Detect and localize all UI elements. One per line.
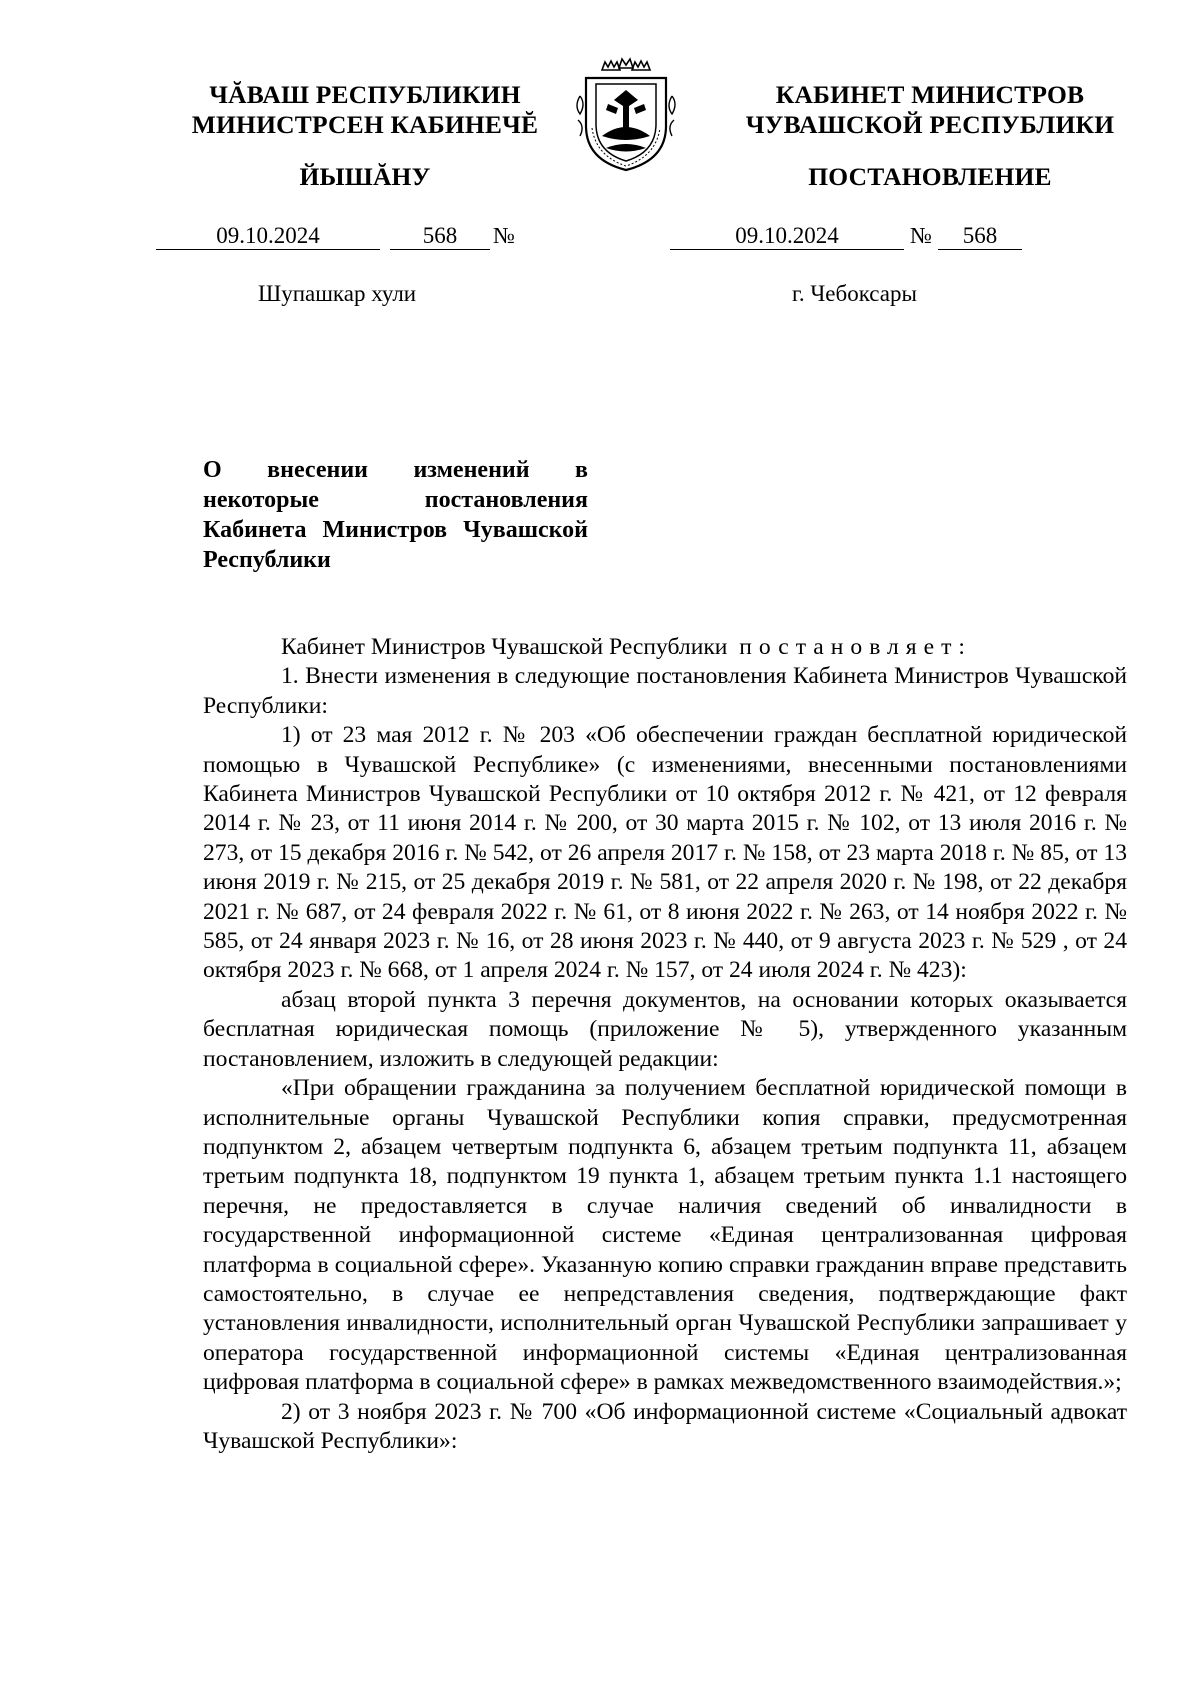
header-right-line2: ЧУВАШСКОЙ РЕСПУБЛИКИ: [745, 110, 1115, 139]
paragraph-3: абзац второй пункта 3 перечня документов, на основании которых оказывается бесплатная юридическая помощь (приложение № 5), утвержденного указанным постановлением, изложить в следующей редакции:: [203, 986, 1127, 1072]
intro-prefix: Кабинет Министров Чувашской Республики: [281, 634, 728, 660]
header-left-title: [150, 80, 580, 140]
header-left-line2: МИНИСТРСЕН КАБИНЕЧĔ: [191, 110, 539, 139]
doctype-left: ЙЫШĂНУ: [299, 162, 431, 191]
header-left-line1: ЧĂВАШ РЕСПУБЛИКИН: [209, 80, 521, 109]
registration-left-number: 568: [390, 222, 490, 250]
intro-paragraph: [203, 633, 1127, 662]
header-right-title: [700, 80, 1160, 140]
paragraph-5: 2) от 3 ноября 2023 г. № 700 «Об информационной системе «Социальный адвокат Чувашской Республики»:: [203, 1398, 1127, 1454]
document-subject: О внесении изменений в некоторые постановления Кабинета Министров Чувашской Республики: [203, 457, 588, 573]
place-right: г. Чебоксары: [792, 281, 917, 306]
place-left: Шупашкар хули: [258, 281, 417, 306]
registration-right-number-sign: №: [910, 223, 932, 248]
header-right-line1: КАБИНЕТ МИНИСТРОВ: [775, 80, 1085, 109]
registration-left-date: 09.10.2024: [156, 222, 380, 250]
paragraph-1: 1. Внести изменения в следующие постановления Кабинета Министров Чувашской Республики:: [203, 663, 1127, 719]
chuvash-coat-of-arms-icon: [572, 56, 680, 174]
intro-resolves: постановляет:: [739, 634, 972, 660]
registration-left-number-sign: №: [493, 223, 515, 248]
paragraph-2: 1) от 23 мая 2012 г. № 203 «Об обеспечении граждан бесплатной юридической помощью в Чувашской Республике» (с изменениями, внесенными постановлениями Кабинета Министров Чувашской Республики от 10 октября 2012 г. № 421, от 12 февраля 2014 г. № 23, от 11 июня 2014 г. № 200, от 30 марта 2015 г. № 102, от 13 июля 2016 г. № 273, от 15 декабря 2016 г. № 542, от 26 апреля 2017 г. № 158, от 23 марта 2018 г. № 85, от 13 июня 2019 г. № 215, от 25 декабря 2019 г. № 581, от 22 апреля 2020 г. № 198, от 22 декабря 2021 г. № 687, от 24 февраля 2022 г. № 61, от 8 июня 2022 г. № 263, от 14 ноября 2022 г. № 585, от 24 января 2023 г. № 16, от 28 июня 2023 г. № 440, от 9 августа 2023 г. № 529 , от 24 октября 2023 г. № 668, от 1 апреля 2024 г. № 157, от 24 июля 2024 г. № 423):: [203, 722, 1127, 984]
registration-right-date: 09.10.2024: [670, 222, 904, 250]
registration-right-number: 568: [938, 222, 1022, 250]
paragraph-4: «При обращении гражданина за получением бесплатной юридической помощи в исполнительные органы Чувашской Республики копия справки, предусмотренная подпунктом 2, абзацем четвертым подпункта 6, абзацем третьим подпункта 11, абзацем третьим подпункта 18, подпунктом 19 пункта 1, абзацем третьим пункта 1.1 настоящего перечня, не предоставляется в случае наличия сведений об инвалидности в государственной информационной системе «Единая централизованная цифровая платформа в социальной сфере». Указанную копию справки гражданин вправе представить самостоятельно, в случае ее непредставления сведения, подтверждающие факт установления инвалидности, исполнительный орган Чувашской Республики запрашивает у оператора государственной информационной системы «Единая централизованная цифровая платформа в социальной сфере» в рамках межведомственного взаимодействия.»;: [203, 1075, 1127, 1396]
doctype-right: ПОСТАНОВЛЕНИЕ: [808, 162, 1052, 191]
document-body: [203, 633, 1127, 1456]
